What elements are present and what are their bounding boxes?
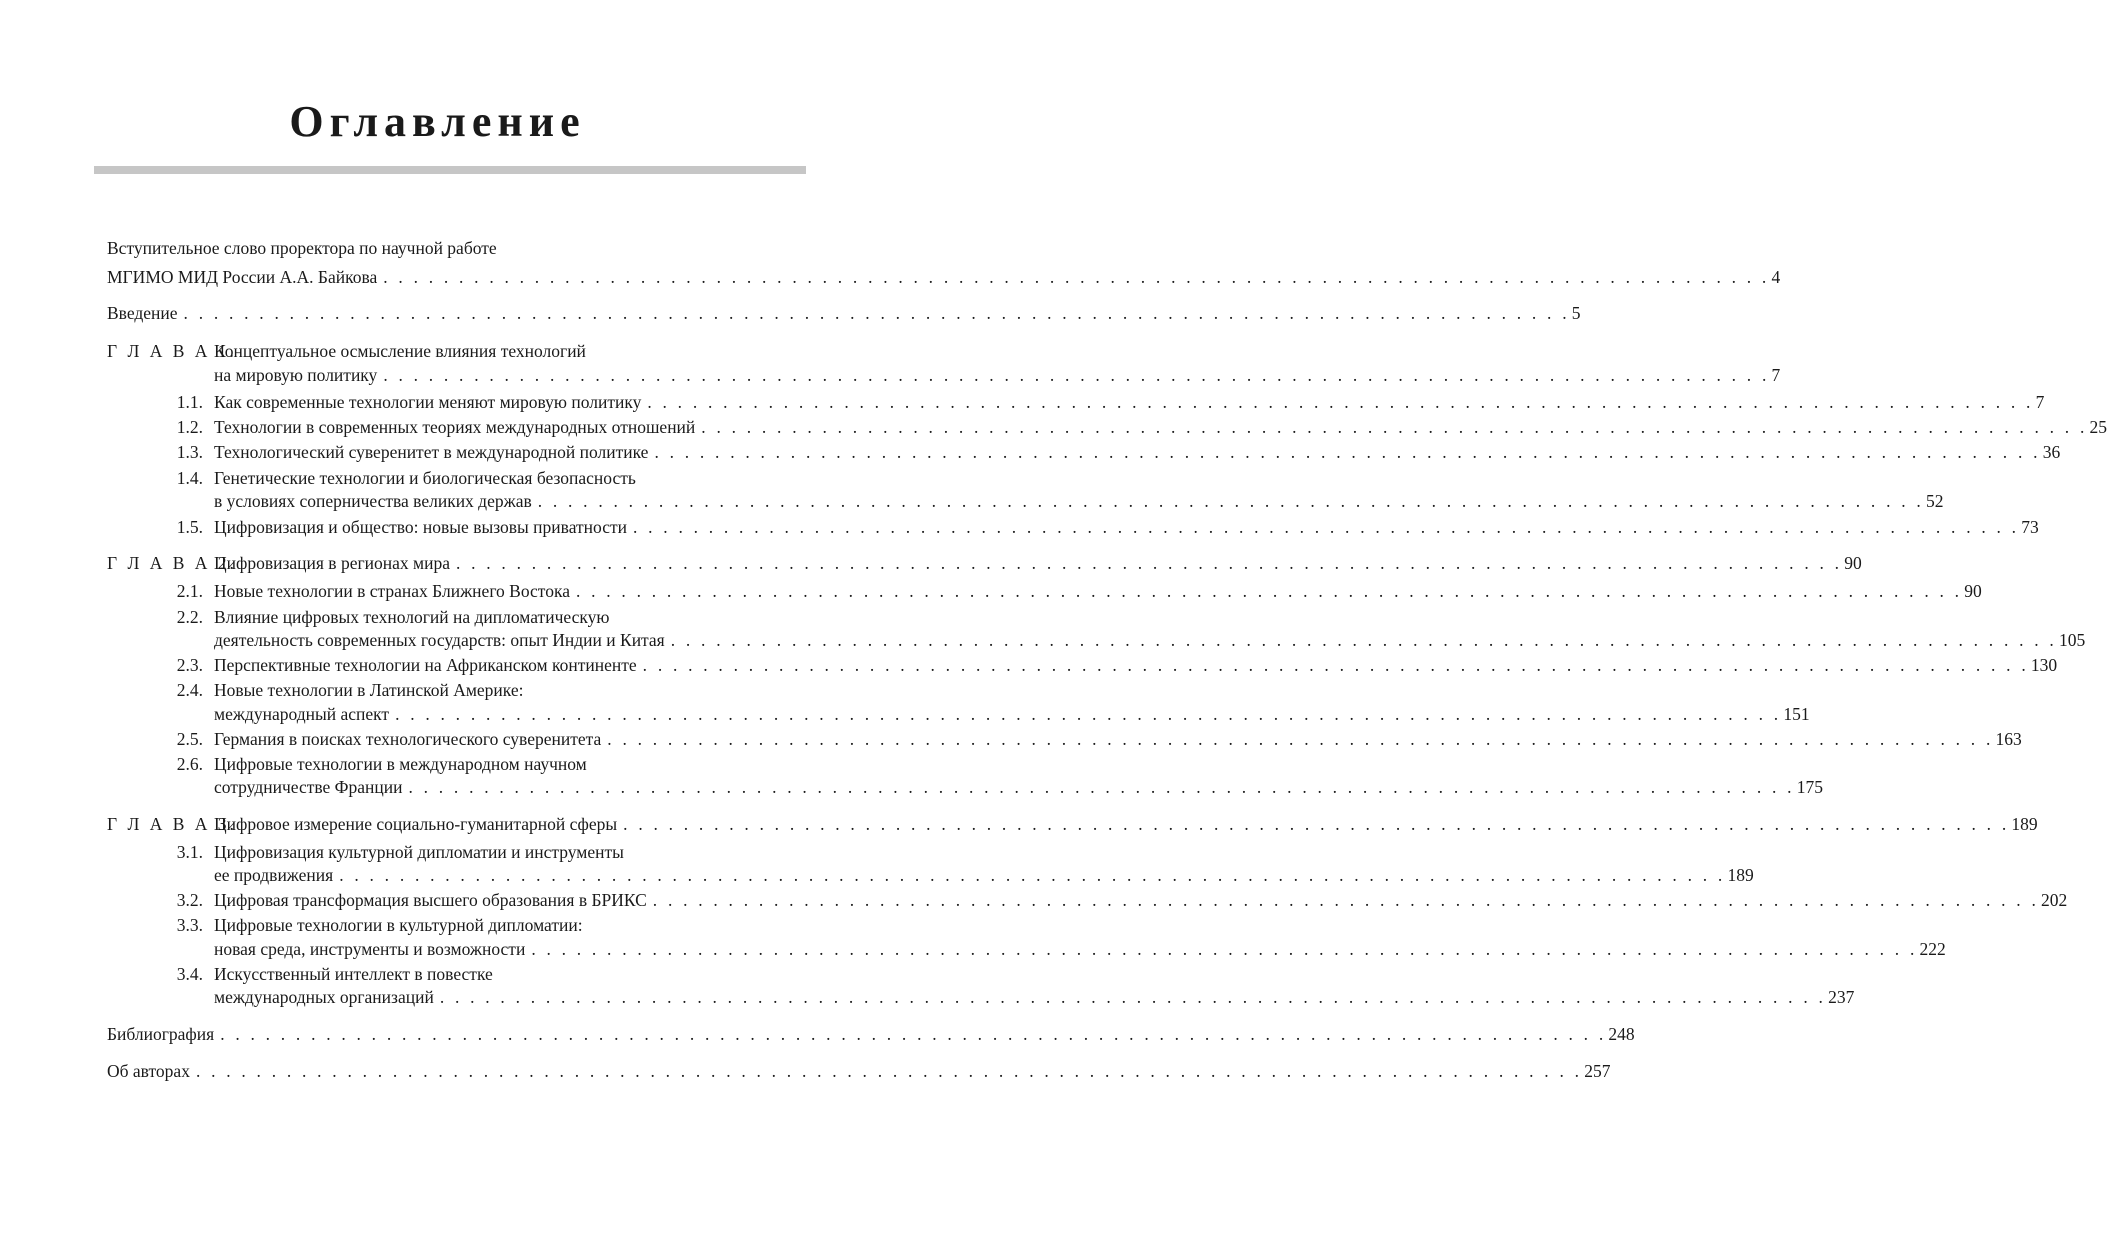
dot-leader: . . . . . . . . . . . . . . . . . . . . . . . . . . . . . . . . . . . . . . . . . . . . . . . . . . . . . . . . . . . . . . . . . . . . . . . . . . . . . . . . . . . . . . . . . . . . <box>339 865 1726 885</box>
toc-section-2-2-line2[interactable] <box>107 627 2086 653</box>
dot-leader: . . . . . . . . . . . . . . . . . . . . . . . . . . . . . . . . . . . . . . . . . . . . . . . . . . . . . . . . . . . . . . . . . . . . . . . . . . . . . . . . . . . . . . . . . . . . <box>575 581 1963 601</box>
section-number: 1.3. <box>176 442 203 462</box>
entry-text: Цифровизация культурной дипломатии и инструменты <box>214 842 624 862</box>
page-number: 130 <box>2030 655 2058 675</box>
dot-leader: . . . . . . . . . . . . . . . . . . . . . . . . . . . . . . . . . . . . . . . . . . . . . . . . . . . . . . . . . . . . . . . . . . . . . . . . . . . . . . . . . . . . . . . . . . . . <box>531 939 1918 959</box>
entry-text: Об авторах <box>107 1061 190 1081</box>
toc-section-3-3[interactable] <box>107 912 795 938</box>
entry-text: Цифровая трансформация высшего образования в БРИКС <box>214 890 647 910</box>
toc-section-1-2[interactable] <box>107 414 2107 440</box>
page-number: 237 <box>1828 987 1855 1007</box>
page-title: Оглавление <box>289 97 586 146</box>
section-number: 3.1. <box>176 842 203 862</box>
page-number: 90 <box>1964 581 1982 601</box>
dot-leader: . . . . . . . . . . . . . . . . . . . . . . . . . . . . . . . . . . . . . . . . . . . . . . . . . . . . . . . . . . . . . . . . . . . . . . . . . . . . . . . . . . . . . . . . . . . . <box>670 630 2057 650</box>
page-number: 52 <box>1925 491 1944 511</box>
dot-leader: . . . . . . . . . . . . . . . . . . . . . . . . . . . . . . . . . . . . . . . . . . . . . . . . . . . . . . . . . . . . . . . . . . . . . . . . . . . . . . . . . . . . . . . . . . . . <box>455 553 1843 573</box>
dot-leader: . . . . . . . . . . . . . . . . . . . . . . . . . . . . . . . . . . . . . . . . . . . . . . . . . . . . . . . . . . . . . . . . . . . . . . . . . . . . . . . . . . . . . . . . . . . . <box>652 890 2040 910</box>
dot-leader: . . . . . . . . . . . . . . . . . . . . . . . . . . . . . . . . . . . . . . . . . . . . . . . . . . . . . . . . . . . . . . . . . . . . . . . . . . . . . . . . . . . . . . . . . . . . <box>647 392 2034 412</box>
toc-section-2-1[interactable] <box>107 578 1982 604</box>
entry-text: Перспективные технологии на Африканском континенте <box>214 655 637 675</box>
section-number: 2.6. <box>176 754 203 774</box>
section-number: 2.5. <box>176 729 203 749</box>
toc-section-3-3-line2[interactable] <box>107 936 1946 962</box>
entry-text: Библиография <box>107 1024 215 1044</box>
page-number: 189 <box>1727 865 1754 885</box>
entry-text: Вступительное слово проректора по научной работе <box>107 238 497 258</box>
entry-text: Новые технологии в Латинской Америке: <box>214 680 524 700</box>
section-number: 3.4. <box>176 964 203 984</box>
page-number: 4 <box>1771 267 1781 287</box>
toc-section-3-2[interactable] <box>107 887 2068 913</box>
toc-entry-bibliography[interactable] <box>107 1021 1635 1047</box>
toc-section-1-3[interactable] <box>107 439 2061 465</box>
entry-text: Искусственный интеллект в повестке <box>214 964 493 984</box>
entry-text: Цифровые технологии в культурной дипломатии: <box>214 915 583 935</box>
dot-leader: . . . . . . . . . . . . . . . . . . . . . . . . . . . . . . . . . . . . . . . . . . . . . . . . . . . . . . . . . . . . . . . . . . . . . . . . . . . . . . . . . . . . . . . . . . . . <box>383 267 1770 287</box>
toc-entry-introduction[interactable] <box>107 300 1581 326</box>
page-number: 222 <box>1919 939 1946 959</box>
entry-text: новая среда, инструменты и возможности <box>214 939 526 959</box>
entry-text: ее продвижения <box>214 865 334 885</box>
page-number: 175 <box>1796 777 1823 797</box>
toc-chapter-1[interactable] <box>107 338 795 364</box>
toc-section-2-6-line2[interactable] <box>107 774 1823 800</box>
entry-text: сотрудничестве Франции <box>214 777 403 797</box>
page-number: 36 <box>2042 442 2061 462</box>
toc-section-3-1-line2[interactable] <box>107 862 1754 888</box>
dot-leader: . . . . . . . . . . . . . . . . . . . . . . . . . . . . . . . . . . . . . . . . . . . . . . . . . . . . . . . . . . . . . . . . . . . . . . . . . . . . . . . . . . . . . . . . . . . . <box>383 365 1770 385</box>
toc-section-2-4[interactable] <box>107 677 795 703</box>
toc-section-3-4-line2[interactable] <box>107 984 1855 1010</box>
page-number: 73 <box>2021 517 2039 537</box>
entry-text: международный аспект <box>214 704 390 724</box>
section-number: 2.2. <box>176 607 203 627</box>
entry-text: Новые технологии в странах Ближнего Востока <box>214 581 570 601</box>
dot-leader: . . . . . . . . . . . . . . . . . . . . . . . . . . . . . . . . . . . . . . . . . . . . . . . . . . . . . . . . . . . . . . . . . . . . . . . . . . . . . . . . . . . . . . . . . . . . <box>607 729 1994 749</box>
entry-text: Введение <box>107 303 178 323</box>
entry-text: Генетические технологии и биологическая безопасность <box>214 468 636 488</box>
page-number: 257 <box>1584 1061 1611 1081</box>
page-number: 151 <box>1783 704 1810 724</box>
title-rule <box>94 166 806 174</box>
toc-chapter-3[interactable] <box>107 811 2038 837</box>
page-number: 7 <box>1771 365 1781 385</box>
entry-text: международных организаций <box>214 987 434 1007</box>
toc-section-1-4-line2[interactable] <box>107 488 1944 514</box>
toc-section-1-5[interactable] <box>107 514 2039 540</box>
dot-leader: . . . . . . . . . . . . . . . . . . . . . . . . . . . . . . . . . . . . . . . . . . . . . . . . . . . . . . . . . . . . . . . . . . . . . . . . . . . . . . . . . . . . . . . . . . . . <box>439 987 1827 1007</box>
entry-text: Цифровое измерение социально-гуманитарной сферы <box>214 814 618 834</box>
section-number: 3.2. <box>176 890 203 910</box>
entry-text: МГИМО МИД России А.А. Байкова <box>107 267 378 287</box>
page-number: 5 <box>1571 303 1581 323</box>
entry-text: Концептуальное осмысление влияния технологий <box>214 341 586 361</box>
dot-leader: . . . . . . . . . . . . . . . . . . . . . . . . . . . . . . . . . . . . . . . . . . . . . . . . . . . . . . . . . . . . . . . . . . . . . . . . . . . . . . . . . . . . . . . . . . . . <box>642 655 2029 675</box>
section-number: 1.5. <box>176 517 203 537</box>
toc-section-2-4-line2[interactable] <box>107 701 1810 727</box>
dot-leader: . . . . . . . . . . . . . . . . . . . . . . . . . . . . . . . . . . . . . . . . . . . . . . . . . . . . . . . . . . . . . . . . . . . . . . . . . . . . . . . . . . . . . . . . . . . . <box>395 704 1782 724</box>
chapter-label: Г Л А В А 1. <box>107 341 237 361</box>
entry-text: деятельность современных государств: опыт Индии и Китая <box>214 630 665 650</box>
page-number: 163 <box>1995 729 2022 749</box>
dot-leader: . . . . . . . . . . . . . . . . . . . . . . . . . . . . . . . . . . . . . . . . . . . . . . . . . . . . . . . . . . . . . . . . . . . . . . . . . . . . . . . . . . . . . . . . . . . . <box>408 777 1795 797</box>
toc-section-2-5[interactable] <box>107 726 2022 752</box>
page-number: 202 <box>2041 890 2068 910</box>
section-number: 1.4. <box>176 468 203 488</box>
section-number: 1.2. <box>176 417 203 437</box>
page-number: 248 <box>1608 1024 1635 1044</box>
toc-entry-foreword-line2[interactable] <box>107 264 1781 290</box>
dot-leader: . . . . . . . . . . . . . . . . . . . . . . . . . . . . . . . . . . . . . . . . . . . . . . . . . . . . . . . . . . . . . . . . . . . . . . . . . . . . . . . . . . . . . . . . . . . . <box>633 517 2020 537</box>
dot-leader: . . . . . . . . . . . . . . . . . . . . . . . . . . . . . . . . . . . . . . . . . . . . . . . . . . . . . . . . . . . . . . . . . . . . . . . . . . . . . . . . . . . . . . . . . . . . <box>701 417 2088 437</box>
toc-entry-foreword[interactable] <box>107 235 795 261</box>
page-number: 7 <box>2035 392 2045 412</box>
entry-text: Технологический суверенитет в международной политике <box>214 442 649 462</box>
chapter-label: Г Л А В А 3. <box>107 814 237 834</box>
entry-text: на мировую политику <box>214 365 378 385</box>
toc-chapter-1-line2[interactable] <box>107 362 1781 388</box>
entry-text: Как современные технологии меняют мировую политику <box>214 392 642 412</box>
entry-text: Цифровые технологии в международном научном <box>214 754 587 774</box>
dot-leader: . . . . . . . . . . . . . . . . . . . . . . . . . . . . . . . . . . . . . . . . . . . . . . . . . . . . . . . . . . . . . . . . . . . . . . . . . . . . . . . . . . . . . . . . . . . . <box>654 442 2041 462</box>
section-number: 2.3. <box>176 655 203 675</box>
toc-section-1-1[interactable] <box>107 389 2045 415</box>
dot-leader: . . . . . . . . . . . . . . . . . . . . . . . . . . . . . . . . . . . . . . . . . . . . . . . . . . . . . . . . . . . . . . . . . . . . . . . . . . . . . . . . . . . . . . . . . . . . <box>183 303 1570 323</box>
chapter-label: Г Л А В А 2. <box>107 553 237 573</box>
toc-section-2-3[interactable] <box>107 652 2058 678</box>
entry-text: Цифровизация в регионах мира <box>214 553 450 573</box>
page-number: 90 <box>1844 553 1862 573</box>
page-number: 189 <box>2011 814 2038 834</box>
page-number: 25 <box>2089 417 2107 437</box>
page-number: 105 <box>2058 630 2086 650</box>
entry-text: Германия в поисках технологического суверенитета <box>214 729 602 749</box>
section-number: 2.4. <box>176 680 203 700</box>
dot-leader: . . . . . . . . . . . . . . . . . . . . . . . . . . . . . . . . . . . . . . . . . . . . . . . . . . . . . . . . . . . . . . . . . . . . . . . . . . . . . . . . . . . . . . . . . . . . <box>537 491 1924 511</box>
dot-leader: . . . . . . . . . . . . . . . . . . . . . . . . . . . . . . . . . . . . . . . . . . . . . . . . . . . . . . . . . . . . . . . . . . . . . . . . . . . . . . . . . . . . . . . . . . . . <box>623 814 2010 834</box>
toc-entry-authors[interactable] <box>107 1058 1611 1084</box>
entry-text: Цифровизация и общество: новые вызовы приватности <box>214 517 627 537</box>
entry-text: Влияние цифровых технологий на дипломатическую <box>214 607 610 627</box>
section-number: 3.3. <box>176 915 203 935</box>
dot-leader: . . . . . . . . . . . . . . . . . . . . . . . . . . . . . . . . . . . . . . . . . . . . . . . . . . . . . . . . . . . . . . . . . . . . . . . . . . . . . . . . . . . . . . . . . . . . <box>195 1061 1583 1081</box>
entry-text: в условиях соперничества великих держав <box>214 491 532 511</box>
section-number: 1.1. <box>176 392 203 412</box>
dot-leader: . . . . . . . . . . . . . . . . . . . . . . . . . . . . . . . . . . . . . . . . . . . . . . . . . . . . . . . . . . . . . . . . . . . . . . . . . . . . . . . . . . . . . . . . . . . . <box>220 1024 1607 1044</box>
entry-text: Технологии в современных теориях международных отношений <box>214 417 696 437</box>
section-number: 2.1. <box>176 581 203 601</box>
toc-chapter-2[interactable] <box>107 550 1862 576</box>
